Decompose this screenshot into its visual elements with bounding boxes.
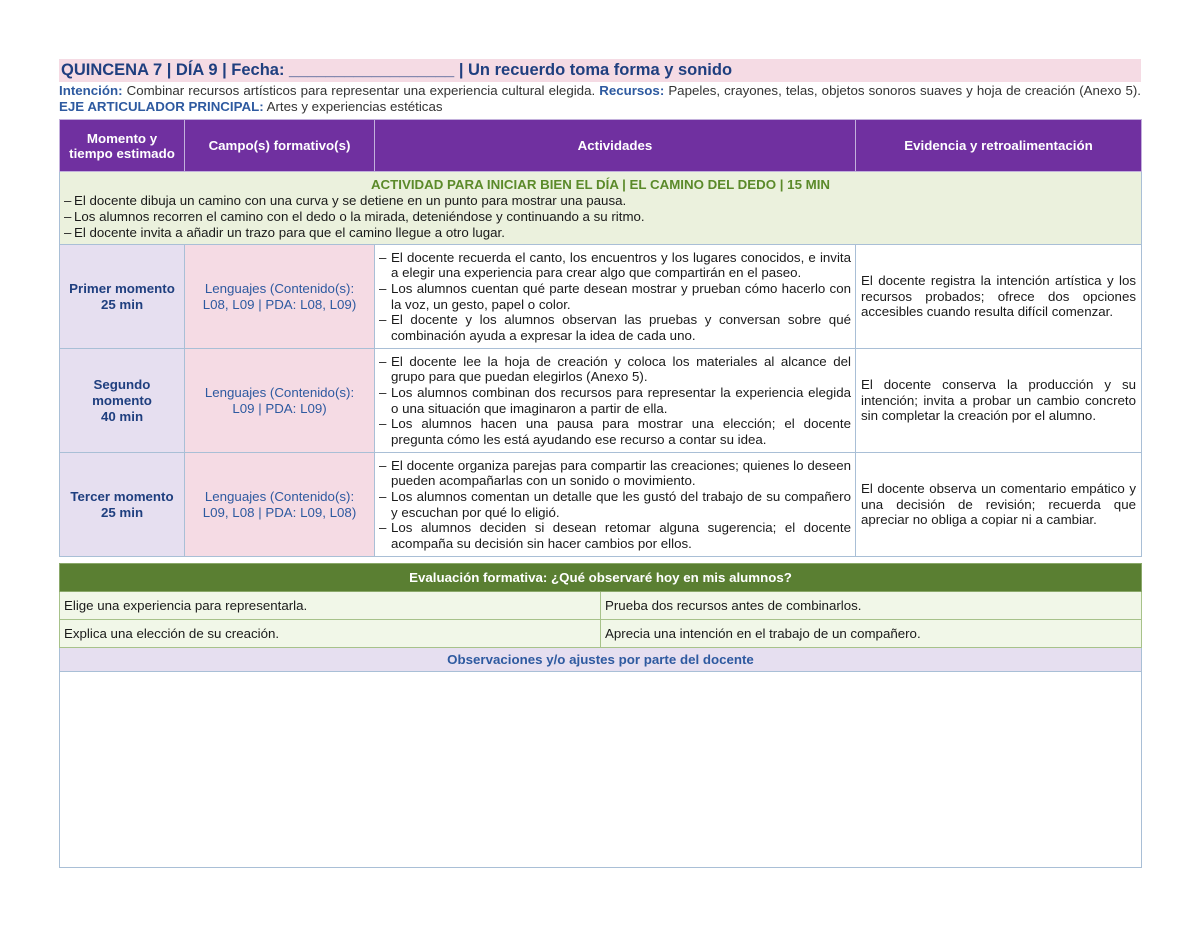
campo-cell: Lenguajes (Contenido(s): L09, L08 | PDA: L09, L08) [185,453,375,557]
observations-area[interactable] [60,672,1142,868]
list-item: – Los alumnos cuentan qué parte desean mostrar y prueban cómo hacerlo con la voz, un gesto, papel o color. [379,281,851,312]
table-row [60,592,1142,620]
evaluation-table [59,563,1142,868]
list-item: – El docente organiza parejas para compartir las creaciones; quienes lo deseen pueden acompañarlas con un sonido o movimiento. [379,458,851,489]
activities-cell [375,453,856,557]
list-item: – Los alumnos combinan dos recursos para representar la experiencia elegida o una situación que imaginaron a partir de ella. [379,385,851,416]
moment-cell [60,245,185,349]
list-item: – El docente y los alumnos observan las pruebas y conversan sobre qué combinación ayuda a expresar la idea de cada uno. [379,312,851,343]
opening-activity-row [60,172,1142,245]
list-item: – El docente dibuja un camino con una curva y se detiene en un punto para mostrar una pausa. [64,193,1137,209]
moment-cell [60,349,185,453]
evaluation-criterion: Explica una elección de su creación. [60,620,601,648]
evaluation-criterion: Prueba dos recursos antes de combinarlos. [601,592,1142,620]
header-momento: Momento y tiempo estimado [60,120,185,172]
evidence-cell: El docente observa un comentario empático y una decisión de revisión; recuerda que apreciar no obliga a copiar ni a cambiar. [856,453,1142,557]
list-item: – Los alumnos hacen una pausa para mostrar una elección; el docente pregunta cómo les está ayudando ese recurso a contar su idea. [379,416,851,447]
table-row [60,620,1142,648]
moment-cell [60,453,185,557]
header-actividades: Actividades [375,120,856,172]
list-item: – Los alumnos comentan un detalle que les gustó del trabajo de su compañero y escuchan por qué lo eligió. [379,489,851,520]
opening-activity-list [64,193,1137,241]
activities-cell [375,349,856,453]
opening-activity [60,172,1142,245]
header-evidencia: Evidencia y retroalimentación [856,120,1142,172]
activities-table [59,119,1142,557]
list-item: – El docente lee la hoja de creación y coloca los materiales al alcance del grupo para que puedan elegirlos (Anexo 5). [379,354,851,385]
header-campo: Campo(s) formativo(s) [185,120,375,172]
evaluation-criterion: Elige una experiencia para representarla. [60,592,601,620]
lesson-plan-page [59,59,1141,868]
moment-name: Tercer momento [70,488,174,504]
moment-name: Primer momento [69,280,175,296]
eje-label: EJE ARTICULADOR PRINCIPAL: [59,99,264,114]
list-item: – Los alumnos deciden si desean retomar alguna sugerencia; el docente acompaña su decisión sin hacer cambios por ellos. [379,520,851,551]
list-item: – Los alumnos recorren el camino con el dedo o la mirada, deteniéndose y continuando a su ritmo. [64,209,1137,225]
evaluation-criterion: Aprecia una intención en el trabajo de un compañero. [601,620,1142,648]
evaluation-title: Evaluación formativa: ¿Qué observaré hoy en mis alumnos? [60,564,1142,592]
campo-cell: Lenguajes (Contenido(s): L09 | PDA: L09) [185,349,375,453]
moment-name: Segundo momento [92,376,152,408]
page-title: QUINCENA 7 | DÍA 9 | Fecha: __________________ | Un recuerdo toma forma y sonido [59,59,1141,82]
table-row [60,349,1142,453]
intencion-text: Combinar recursos artísticos para representar una experiencia cultural elegida. [126,83,596,98]
list-item: – El docente invita a añadir un trazo para que el camino llegue a otro lugar. [64,225,1137,241]
table-header-row [60,120,1142,172]
campo-cell: Lenguajes (Contenido(s): L08, L09 | PDA: L08, L09) [185,245,375,349]
evidence-cell: El docente conserva la producción y su intención; invita a probar un cambio concreto sin completar la creación por el alumno. [856,349,1142,453]
list-item: – El docente recuerda el canto, los encuentros y los lugares conocidos, e invita a elegir una experiencia para crear algo que compartirán en el paseo. [379,250,851,281]
table-row [60,245,1142,349]
moment-time: 40 min [100,408,144,424]
table-row [60,453,1142,557]
intro-paragraph [59,83,1141,117]
recursos-text: Papeles, crayones, telas, objetos sonoros suaves y hoja de creación (Anexo 5). [668,83,1141,98]
moment-time: 25 min [100,296,144,312]
evidence-cell: El docente registra la intención artística y los recursos probados; ofrece dos opciones accesibles cuando resulta difícil comenzar. [856,245,1142,349]
moment-time: 25 min [100,504,144,520]
observations-title: Observaciones y/o ajustes por parte del docente [60,648,1142,672]
eje-text: Artes y experiencias estéticas [266,99,443,114]
recursos-label: Recursos: [599,83,665,98]
intencion-label: Intención: [59,83,123,98]
activities-cell [375,245,856,349]
opening-activity-title: ACTIVIDAD PARA INICIAR BIEN EL DÍA | EL CAMINO DEL DEDO | 15 MIN [370,177,831,192]
